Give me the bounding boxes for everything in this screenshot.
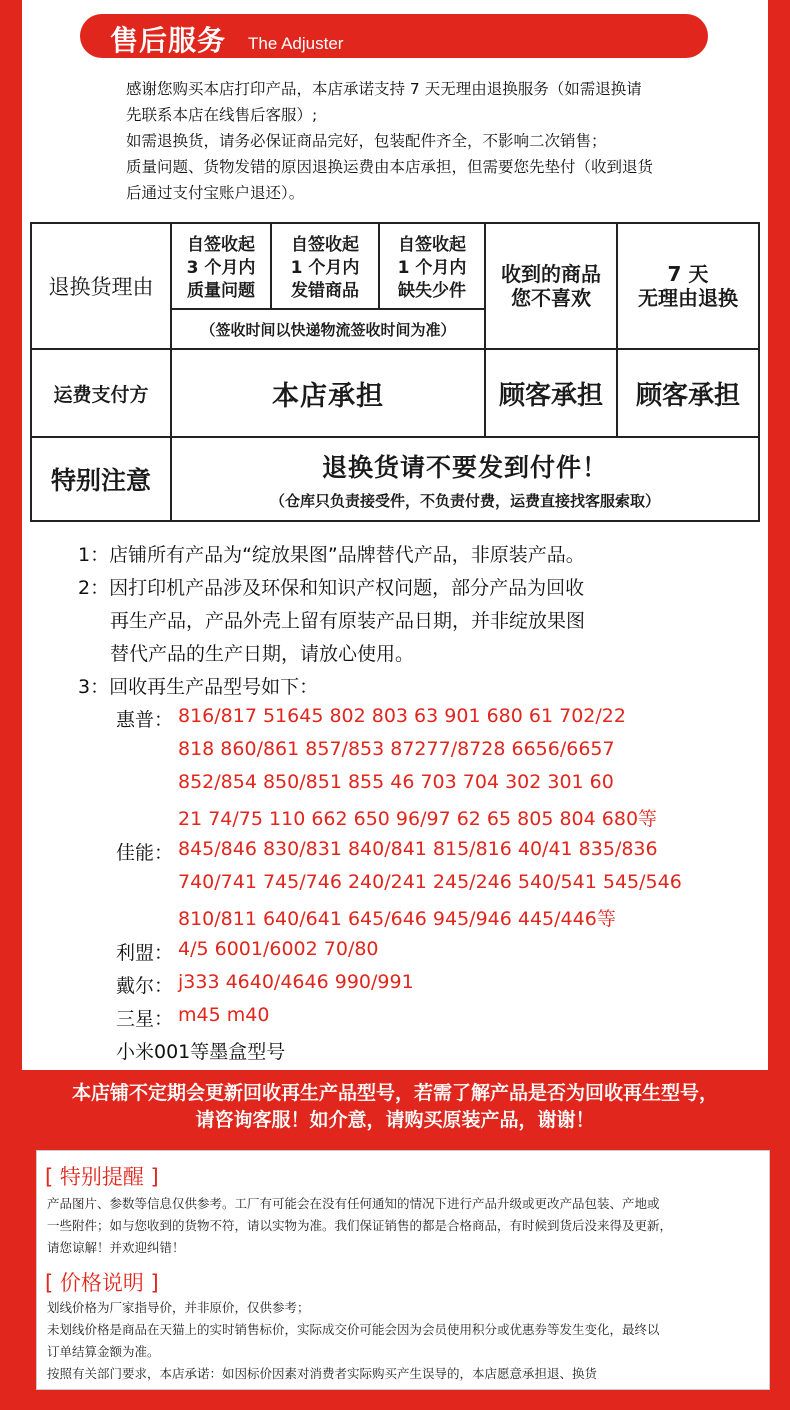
reminder-title: [ 特别提醒 ] (45, 1165, 159, 1189)
reason-line: 3 个月内 (186, 257, 256, 278)
reason-line: 无理由退换 (638, 286, 738, 310)
reason-wrong-item (272, 230, 378, 306)
price-line: 订单结算金额为准。 (47, 1344, 160, 1359)
reason-line: 1 个月内 (290, 257, 360, 278)
payer-customer: 顾客承担 (635, 380, 740, 411)
attention-box (172, 438, 758, 520)
note-item-1: 1：店铺所有产品为“绽放果图”品牌替代产品，非原装产品。 (78, 544, 585, 566)
reason-quality (172, 230, 270, 306)
note-item-2-cont: 再生产品，产品外壳上留有原装产品日期，并非绽放果图 (110, 610, 586, 632)
reason-line: 自签收起 (398, 234, 466, 255)
reason-line: 发错商品 (291, 280, 359, 301)
reason-line: 1 个月内 (397, 257, 467, 278)
price-line: 按照有关部门要求，本店承诺：如因标价因素对消费者实际购买产生误导的，本店愿意承担退、换货 (47, 1366, 598, 1381)
attention-main: 退换货请不要发到付件！ (321, 452, 608, 482)
return-policy-table (30, 222, 760, 522)
brand-label-samsung: 三星： (116, 1008, 174, 1030)
sign-time-note: （签收时间以快递物流签收时间为准） (200, 320, 456, 339)
note-item-2-cont: 替代产品的生产日期，请放心使用。 (110, 643, 415, 665)
reason-missing-parts (380, 230, 484, 306)
attention-sub: （仓库只负责接受件，不负责付费，运费直接找客服索取） (269, 491, 660, 510)
payer-customer: 顾客承担 (498, 380, 603, 411)
reason-line: 自签收起 (187, 234, 255, 255)
model-line: m45 m40 (178, 1004, 270, 1026)
header-subtitle: The Adjuster (248, 34, 344, 53)
payer-store: 本店承担 (272, 380, 384, 412)
intro-line: 先联系本店在线售后客服）; (126, 106, 318, 124)
intro-line: 质量问题、货物发错的原因退换运费由本店承担，但需要您先垫付（收到退货 (126, 158, 654, 176)
info-panel (36, 1150, 770, 1390)
model-line: 740/741 745/746 240/241 245/246 540/541 545/546 (178, 871, 682, 893)
model-line: 810/811 640/641 645/646 945/946 445/446等 (178, 908, 616, 930)
model-line: 845/846 830/831 840/841 815/816 40/41 835/836 (178, 838, 658, 860)
model-line: 818 860/861 857/853 87277/8728 6656/6657 (178, 738, 615, 760)
note-item-3: 3：回收再生产品型号如下： (78, 676, 319, 698)
reason-line: 收到的商品 (501, 262, 601, 286)
notice-line: 本店铺不定期会更新回收再生产品型号，若需了解产品是否为回收再生型号， (71, 1082, 718, 1104)
model-line: 4/5 6001/6002 70/80 (178, 938, 379, 960)
note-item-2: 2：因打印机产品涉及环保和知识产权问题，部分产品为回收 (78, 577, 585, 599)
reminder-line: 一些附件；如与您收到的货物不符，请以实物为准。我们保证销售的都是合格商品，有时候到货后没来得及更新， (47, 1218, 673, 1233)
update-notice (22, 1080, 768, 1134)
model-line: j333 4640/4646 990/991 (178, 971, 414, 993)
intro-line: 感谢您购买本店打印产品，本店承诺支持 7 天无理由退换服务（如需退换请 (126, 80, 642, 98)
reason-line: 质量问题 (187, 280, 255, 301)
reminder-text (47, 1193, 763, 1259)
reminder-line: 产品图片、参数等信息仅供参考。工厂有可能会在没有任何通知的情况下进行产品升级或更改产品包装、产地或 (47, 1196, 660, 1211)
model-line-xiaomi: 小米001等墨盒型号 (116, 1041, 286, 1063)
price-text (47, 1297, 763, 1385)
brand-label-lexmark: 利盟： (116, 942, 174, 964)
brand-label-dell: 戴尔： (116, 975, 174, 997)
model-line: 852/854 850/851 855 46 703 704 302 301 60 (178, 771, 614, 793)
reason-7-day (618, 224, 758, 348)
reason-line: 7 天 (667, 262, 709, 286)
reason-line: 您不喜欢 (511, 286, 591, 310)
reason-dislike (486, 224, 616, 348)
header-title: 售后服务 (110, 24, 227, 57)
reason-line: 自签收起 (291, 234, 359, 255)
header-banner (80, 14, 708, 58)
intro-line: 后通过支付宝账户退还）。 (126, 184, 305, 202)
price-line: 划线价格为厂家指导价，并非原价，仅供参考； (47, 1300, 310, 1315)
brand-label-canon: 佳能： (116, 842, 174, 864)
price-line: 未划线价格是商品在天猫上的实时销售标价，实际成交价可能会因为会员使用积分或优惠券等发生变化，最终以 (47, 1322, 660, 1337)
reminder-line: 请您谅解！并欢迎纠错！ (47, 1240, 185, 1255)
reason-line: 缺失少件 (398, 280, 466, 301)
intro-line: 如需退换货，请务必保证商品完好，包装配件齐全，不影响二次销售； (126, 132, 607, 150)
row-label-attention: 特别注意 (50, 466, 151, 495)
brand-label-hp: 惠普： (116, 709, 174, 731)
intro-text (126, 76, 706, 206)
row-label-shipping-payer: 运费支付方 (53, 383, 149, 406)
model-line: 816/817 51645 802 803 63 901 680 61 702/22 (178, 705, 626, 727)
price-title: [ 价格说明 ] (45, 1271, 159, 1295)
model-line: 21 74/75 110 662 650 96/97 62 65 805 804 680等 (178, 808, 658, 830)
notice-line: 请咨询客服！如介意，请购买原装产品，谢谢！ (195, 1109, 595, 1131)
row-label-return-reason: 退换货理由 (48, 275, 154, 299)
